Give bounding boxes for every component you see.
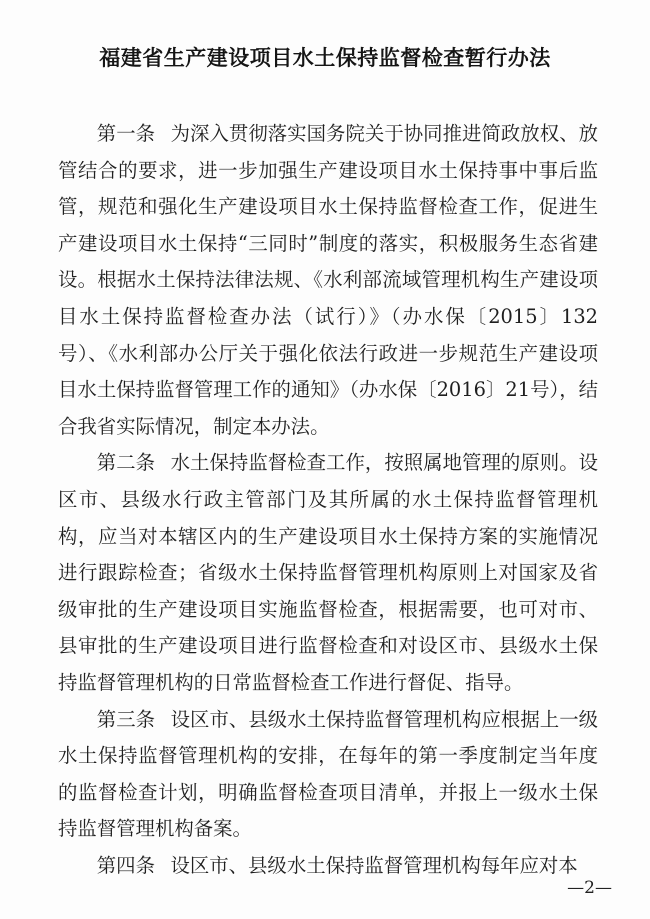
article-2-label: 第二条 [96, 451, 156, 475]
article-3-text: 设区市、县级水土保持监督管理机构应根据上一级水土保持监督管理机构的安排，在每年的第一季度制定当年度的监督检查计划，明确监督检查项目清单，并报上一级水土保持监督管理机构备案。 [58, 707, 599, 841]
article-2-text: 水土保持监督检查工作，按照属地管理的原则。设区市、县级水行政主管部门及其所属的水土保持监督管理机构，应当对本辖区内的生产建设项目水土保持方案的实施情况进行跟踪检查；省级水土保持监督管理机构原则上对国家及省级审批的生产建设项目实施监督检查，根据需要，也可对市、县审批的生产建设项目进行监督检查和对设区市、县级水土保持监督管理机构的日常监督检查工作进行督促、指导。 [58, 451, 599, 694]
article-4-paragraph [58, 848, 598, 885]
article-1-paragraph [58, 116, 598, 445]
page-title: 福建省生产建设项目水土保持监督检查暂行办法 [99, 46, 551, 70]
article-2-paragraph [58, 445, 598, 701]
document-body [58, 116, 598, 884]
page-number: —2— [567, 878, 612, 898]
article-4-label: 第四条 [96, 853, 155, 877]
article-4-text: 设区市、县级水土保持监督管理机构每年应对本 [170, 853, 578, 877]
article-3-paragraph [58, 702, 598, 848]
article-1-text: 为深入贯彻落实国务院关于协同推进简政放权、放管结合的要求，进一步加强生产建设项目水土保持事中事后监管，规范和强化生产建设项目水土保持监督检查工作，促进生产建设项目水土保持“三同时”制度的落实，积极服务生态省建设。根据水土保持法律法规、《水利部流域管理机构生产建设项目水土保持监督检查办法（试行）》（办水保〔2015〕132号）、《水利部办公厅关于强化依法行政进一步规范生产建设项目水土保持监督管理工作的通知》（办水保〔2016〕21号），结合我省实际情况，制定本办法。 [58, 122, 599, 438]
article-3-label: 第三条 [96, 707, 156, 731]
article-1-label: 第一条 [96, 122, 156, 145]
